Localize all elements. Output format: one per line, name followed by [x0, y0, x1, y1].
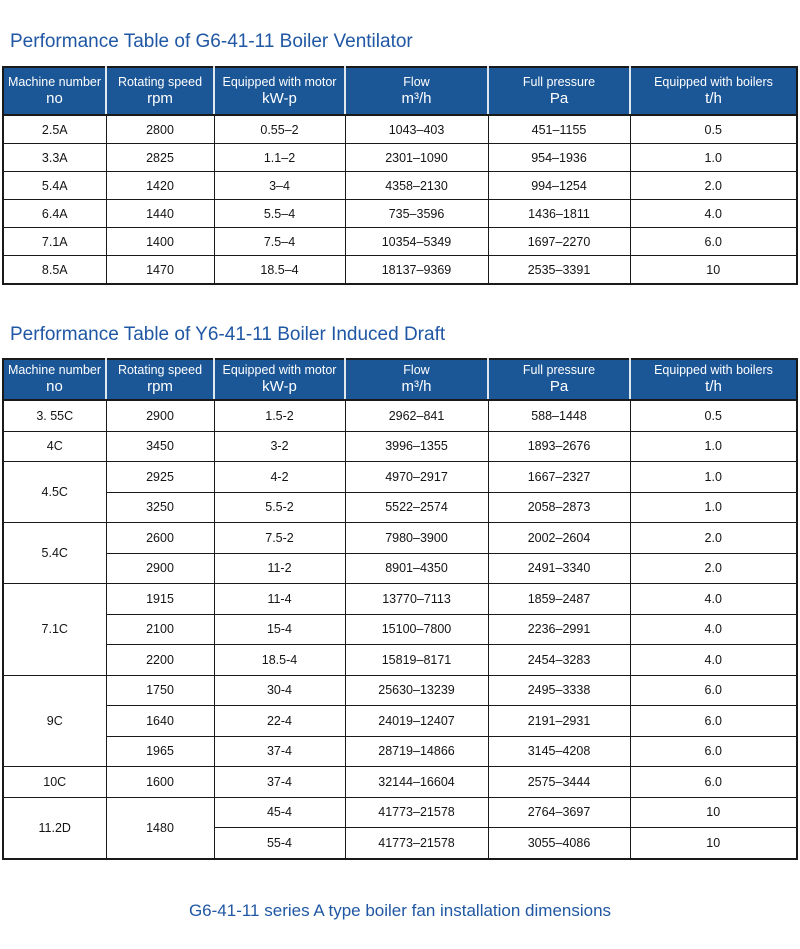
table-cell: 7.1C — [3, 584, 106, 676]
table-cell: 2925 — [106, 462, 214, 493]
table-cell: 10 — [630, 797, 797, 828]
header-row — [3, 359, 797, 400]
induced-draft-table-title: Performance Table of Y6-41-11 Boiler Induced Draft — [10, 324, 446, 345]
table-cell: 1400 — [106, 228, 214, 256]
table-cell: 37-4 — [214, 736, 345, 767]
column-header-label: Equipped with motor — [222, 74, 337, 89]
table-cell: 1893–2676 — [488, 431, 630, 462]
table-cell: 5.5–4 — [214, 200, 345, 228]
table-row — [3, 553, 797, 584]
table-cell: 7.5–4 — [214, 228, 345, 256]
table-cell: 28719–14866 — [345, 736, 488, 767]
table-cell: 10 — [630, 256, 797, 285]
table-row — [3, 144, 797, 172]
column-header — [106, 359, 214, 400]
table-cell: 4.0 — [630, 584, 797, 615]
table-cell: 6.0 — [630, 767, 797, 798]
table-cell: 15819–8171 — [345, 645, 488, 676]
table-cell: 2200 — [106, 645, 214, 676]
table-cell: 18137–9369 — [345, 256, 488, 285]
table-header — [3, 67, 797, 115]
column-header-label: Machine number — [7, 363, 102, 377]
table-cell: 7980–3900 — [345, 523, 488, 554]
table-row — [3, 736, 797, 767]
table-cell: 3250 — [106, 492, 214, 523]
table-row — [3, 523, 797, 554]
table-cell: 1915 — [106, 584, 214, 615]
table-body — [3, 400, 797, 859]
table-cell: 9C — [3, 675, 106, 767]
table-cell: 11-4 — [214, 584, 345, 615]
table-cell: 1043–403 — [345, 115, 488, 144]
table-cell: 4.0 — [630, 645, 797, 676]
table-cell: 3-2 — [214, 431, 345, 462]
table-cell: 6.0 — [630, 706, 797, 737]
table-row — [3, 675, 797, 706]
table-row — [3, 115, 797, 144]
table-cell: 3.3A — [3, 144, 106, 172]
table-cell: 1.5-2 — [214, 400, 345, 431]
ventilator-performance-table — [2, 66, 798, 285]
page — [2, 29, 798, 921]
table-cell: 7.5-2 — [214, 523, 345, 554]
table-cell: 2.5A — [3, 115, 106, 144]
column-header — [488, 359, 630, 400]
table-cell: 37-4 — [214, 767, 345, 798]
table-cell: 2900 — [106, 400, 214, 431]
table-cell: 2191–2931 — [488, 706, 630, 737]
table-row — [3, 400, 797, 431]
table-cell: 3450 — [106, 431, 214, 462]
column-header — [488, 67, 630, 115]
table-cell: 2495–3338 — [488, 675, 630, 706]
table-cell: 8901–4350 — [345, 553, 488, 584]
table-cell: 3996–1355 — [345, 431, 488, 462]
table-cell: 18.5–4 — [214, 256, 345, 285]
table-cell: 25630–13239 — [345, 675, 488, 706]
table-cell: 2.0 — [630, 553, 797, 584]
table-cell: 4970–2917 — [345, 462, 488, 493]
table-cell: 1436–1811 — [488, 200, 630, 228]
table-cell: 2301–1090 — [345, 144, 488, 172]
column-header-unit: no — [46, 378, 63, 395]
table-cell: 2.0 — [630, 523, 797, 554]
table-cell: 41773–21578 — [345, 797, 488, 828]
table-row — [3, 200, 797, 228]
table-cell: 6.4A — [3, 200, 106, 228]
table-cell: 5.4C — [3, 523, 106, 584]
table-cell: 3145–4208 — [488, 736, 630, 767]
table-cell: 0.55–2 — [214, 115, 345, 144]
column-header-unit: Pa — [549, 378, 569, 395]
table-row — [3, 614, 797, 645]
table-cell: 4358–2130 — [345, 172, 488, 200]
table-cell: 735–3596 — [345, 200, 488, 228]
column-header — [106, 67, 214, 115]
table-cell: 4.0 — [630, 200, 797, 228]
table-cell: 7.1A — [3, 228, 106, 256]
table-cell: 24019–12407 — [345, 706, 488, 737]
table-cell: 5.5-2 — [214, 492, 345, 523]
table-row — [3, 172, 797, 200]
table-cell: 2535–3391 — [488, 256, 630, 285]
table-row — [3, 431, 797, 462]
column-header-label: Machine number — [7, 74, 102, 89]
table-cell: 15-4 — [214, 614, 345, 645]
column-header — [214, 67, 345, 115]
table-row — [3, 256, 797, 285]
table-row — [3, 462, 797, 493]
column-header-label: Flow — [403, 74, 430, 89]
table-cell: 55-4 — [214, 828, 345, 859]
table-body — [3, 115, 797, 284]
table-cell: 22-4 — [214, 706, 345, 737]
header-row — [3, 67, 797, 115]
table-cell: 954–1936 — [488, 144, 630, 172]
table-cell: 2800 — [106, 115, 214, 144]
table-cell: 6.0 — [630, 736, 797, 767]
column-header-unit: m³/h — [401, 89, 432, 107]
column-header — [3, 359, 106, 400]
table-cell: 2.0 — [630, 172, 797, 200]
table-row — [3, 767, 797, 798]
table-cell: 6.0 — [630, 228, 797, 256]
table-cell: 2058–2873 — [488, 492, 630, 523]
installation-dimensions-caption: G6-41-11 series A type boiler fan installation dimensions — [188, 900, 612, 920]
column-header-unit: kW-p — [262, 378, 297, 395]
table-cell: 1965 — [106, 736, 214, 767]
table-cell: 1600 — [106, 767, 214, 798]
table-cell: 30-4 — [214, 675, 345, 706]
ventilator-table-title: Performance Table of G6-41-11 Boiler Ventilator — [10, 31, 413, 52]
table-row — [3, 645, 797, 676]
table-cell: 4.5C — [3, 462, 106, 523]
table-row — [3, 492, 797, 523]
column-header-label: Equipped with boilers — [654, 74, 773, 89]
table-cell: 18.5-4 — [214, 645, 345, 676]
column-header-unit: t/h — [705, 89, 722, 107]
table-cell: 15100–7800 — [345, 614, 488, 645]
table-cell: 1859–2487 — [488, 584, 630, 615]
induced-draft-performance-table — [2, 358, 798, 860]
table-cell: 1667–2327 — [488, 462, 630, 493]
table-cell: 10354–5349 — [345, 228, 488, 256]
table-cell: 4-2 — [214, 462, 345, 493]
table-cell: 2764–3697 — [488, 797, 630, 828]
table-cell: 1.0 — [630, 462, 797, 493]
table-cell: 13770–7113 — [345, 584, 488, 615]
table-cell: 6.0 — [630, 675, 797, 706]
table-cell: 1470 — [106, 256, 214, 285]
table-cell: 2600 — [106, 523, 214, 554]
table-cell: 1480 — [106, 797, 214, 859]
table-cell: 10C — [3, 767, 106, 798]
table-cell: 2575–3444 — [488, 767, 630, 798]
column-header-label: Full pressure — [522, 74, 596, 89]
column-header — [345, 359, 488, 400]
column-header-label: Rotating speed — [117, 74, 203, 89]
table-cell: 1.1–2 — [214, 144, 345, 172]
table-cell: 11-2 — [214, 553, 345, 584]
table-header — [3, 359, 797, 400]
column-header-label: Flow — [403, 363, 430, 377]
table-cell: 5522–2574 — [345, 492, 488, 523]
column-header-unit: Pa — [549, 89, 569, 107]
table-cell: 2454–3283 — [488, 645, 630, 676]
column-header-unit: kW-p — [262, 89, 297, 107]
table-cell: 1.0 — [630, 144, 797, 172]
table-cell: 3. 55C — [3, 400, 106, 431]
column-header — [214, 359, 345, 400]
column-header-label: Rotating speed — [117, 363, 203, 377]
table-cell: 2900 — [106, 553, 214, 584]
table-cell: 1750 — [106, 675, 214, 706]
column-header-unit: m³/h — [401, 378, 432, 395]
column-header-unit: t/h — [705, 378, 722, 395]
column-header — [345, 67, 488, 115]
table-cell: 3055–4086 — [488, 828, 630, 859]
column-header-unit: rpm — [147, 89, 173, 107]
column-header-label: Equipped with motor — [222, 363, 337, 377]
table-cell: 10 — [630, 828, 797, 859]
table-cell: 1.0 — [630, 431, 797, 462]
column-header-label: Equipped with boilers — [654, 363, 773, 377]
table-cell: 32144–16604 — [345, 767, 488, 798]
column-header — [630, 67, 797, 115]
table-cell: 1640 — [106, 706, 214, 737]
table-cell: 2002–2604 — [488, 523, 630, 554]
table-cell: 994–1254 — [488, 172, 630, 200]
column-header — [630, 359, 797, 400]
table-row — [3, 228, 797, 256]
table-row — [3, 797, 797, 828]
table-cell: 0.5 — [630, 400, 797, 431]
table-cell: 8.5A — [3, 256, 106, 285]
table-cell: 2236–2991 — [488, 614, 630, 645]
table-cell: 1.0 — [630, 492, 797, 523]
table-cell: 0.5 — [630, 115, 797, 144]
table-cell: 1697–2270 — [488, 228, 630, 256]
table-cell: 45-4 — [214, 797, 345, 828]
table-cell: 3–4 — [214, 172, 345, 200]
table-cell: 5.4A — [3, 172, 106, 200]
table-cell: 4C — [3, 431, 106, 462]
table-row — [3, 584, 797, 615]
table-row — [3, 706, 797, 737]
table-cell: 41773–21578 — [345, 828, 488, 859]
column-header — [3, 67, 106, 115]
table-cell: 1420 — [106, 172, 214, 200]
table-cell: 2491–3340 — [488, 553, 630, 584]
table-cell: 1440 — [106, 200, 214, 228]
table-cell: 4.0 — [630, 614, 797, 645]
table-cell: 2100 — [106, 614, 214, 645]
table-cell: 2962–841 — [345, 400, 488, 431]
table-cell: 2825 — [106, 144, 214, 172]
column-header-label: Full pressure — [522, 363, 596, 377]
table-cell: 588–1448 — [488, 400, 630, 431]
column-header-unit: no — [46, 89, 63, 107]
table-cell: 451–1155 — [488, 115, 630, 144]
column-header-unit: rpm — [147, 378, 173, 395]
table-cell: 11.2D — [3, 797, 106, 859]
